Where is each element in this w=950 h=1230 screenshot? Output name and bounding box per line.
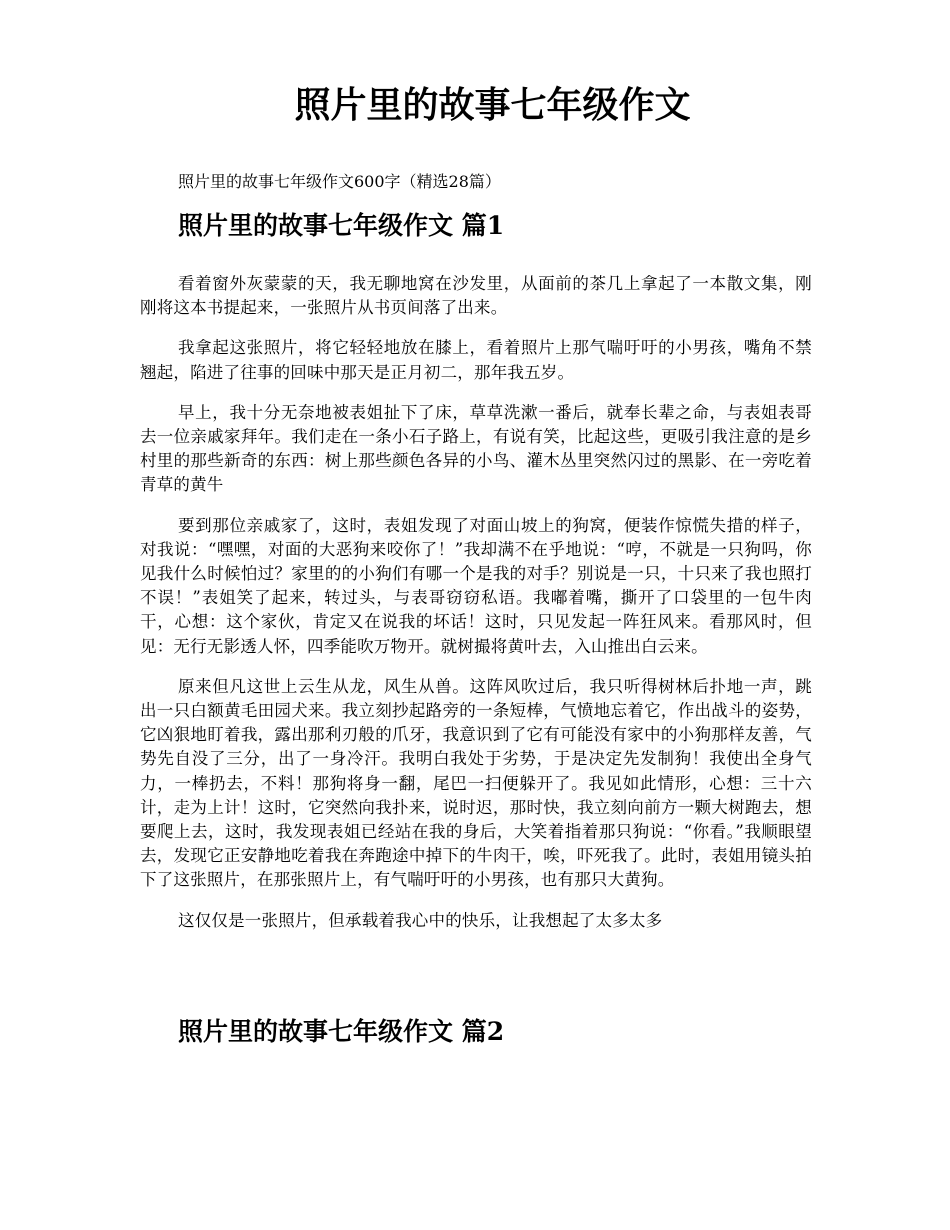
paragraph: 看着窗外灰蒙蒙的天，我无聊地窝在沙发里，从面前的茶几上拿起了一本散文集，刚刚将这本书提起来，一张照片从书页间落了出来。 bbox=[140, 274, 812, 318]
document-title: 照片里的故事七年级作文 bbox=[294, 84, 691, 126]
paragraph: 我拿起这张照片，将它轻轻地放在膝上，看着照片上那气喘吁吁的小男孩，嘴角不禁翘起，陷进了往事的回味中那天是正月初二，那年我五岁。 bbox=[140, 338, 812, 382]
section-heading-1: 照片里的故事七年级作文 篇1 bbox=[178, 211, 505, 240]
paragraph: 原来但凡这世上云生从龙，风生从兽。这阵风吹过后，我只听得树林后扑地一声，跳出一只白额黄毛田园犬来。我立刻抄起路旁的一条短棒，气愤地忘着它，作出战斗的姿势，它凶狠地盯着我，露出那利刃般的爪牙，我意识到了它有可能没有家中的小狗那样友善，气势先自没了三分，出了一身冷汗。我明白我处于劣势，于是决定先发制狗！我使出全身气力，一棒扔去，不料！那狗将身一翻，尾巴一扫便躲开了。我见如此情形，心想：三十六计，走为上计！这时，它突然向我扑来，说时迟，那时快，我立刻向前方一颗大树跑去，想要爬上去，这时，我发现表姐已经站在我的身后，大笑着指着那只狗说：“你看。”我顺眼望去，发现它正安静地吃着我在奔跑途中掉下的牛肉干，唉，吓死我了。此时，表姐用镜头拍下了这张照片，在那张照片上，有气喘吁吁的小男孩，也有那只大黄狗。 bbox=[140, 676, 812, 890]
section-1-body bbox=[140, 272, 812, 949]
section-heading-2: 照片里的故事七年级作文 篇2 bbox=[178, 1017, 505, 1046]
document-subtitle: 照片里的故事七年级作文600字（精选28篇） bbox=[178, 172, 501, 191]
paragraph: 要到那位亲戚家了，这时，表姐发现了对面山坡上的狗窝，便装作惊慌失措的样子，对我说：“嘿嘿，对面的大恶狗来咬你了！”我却满不在乎地说：“哼，不就是一只狗吗，你见我什么时候怕过？家里的的小狗们有哪一个是我的对手？别说是一只，十只来了我也照打不误！”表姐笑了起来，转过头，与表哥窃窃私语。我嘟着嘴，撕开了口袋里的一包牛肉干，心想：这个家伙，肯定又在说我的坏话！这时，只见发起一阵狂风来。看那风时，但见：无行无影透人怀，四季能吹万物开。就树撮将黄叶去，入山推出白云来。 bbox=[140, 515, 812, 656]
paragraph: 这仅仅是一张照片，但承载着我心中的快乐，让我想起了太多太多 bbox=[178, 910, 663, 930]
paragraph: 早上，我十分无奈地被表姐扯下了床，草草洗漱一番后，就奉长辈之命，与表姐表哥去一位亲戚家拜年。我们走在一条小石子路上，有说有笑，比起这些，更吸引我注意的是乡村里的那些新奇的东西：树上那些颜色各异的小鸟、灌木丛里突然闪过的黑影、在一旁吃着青草的黄牛 bbox=[140, 402, 812, 495]
